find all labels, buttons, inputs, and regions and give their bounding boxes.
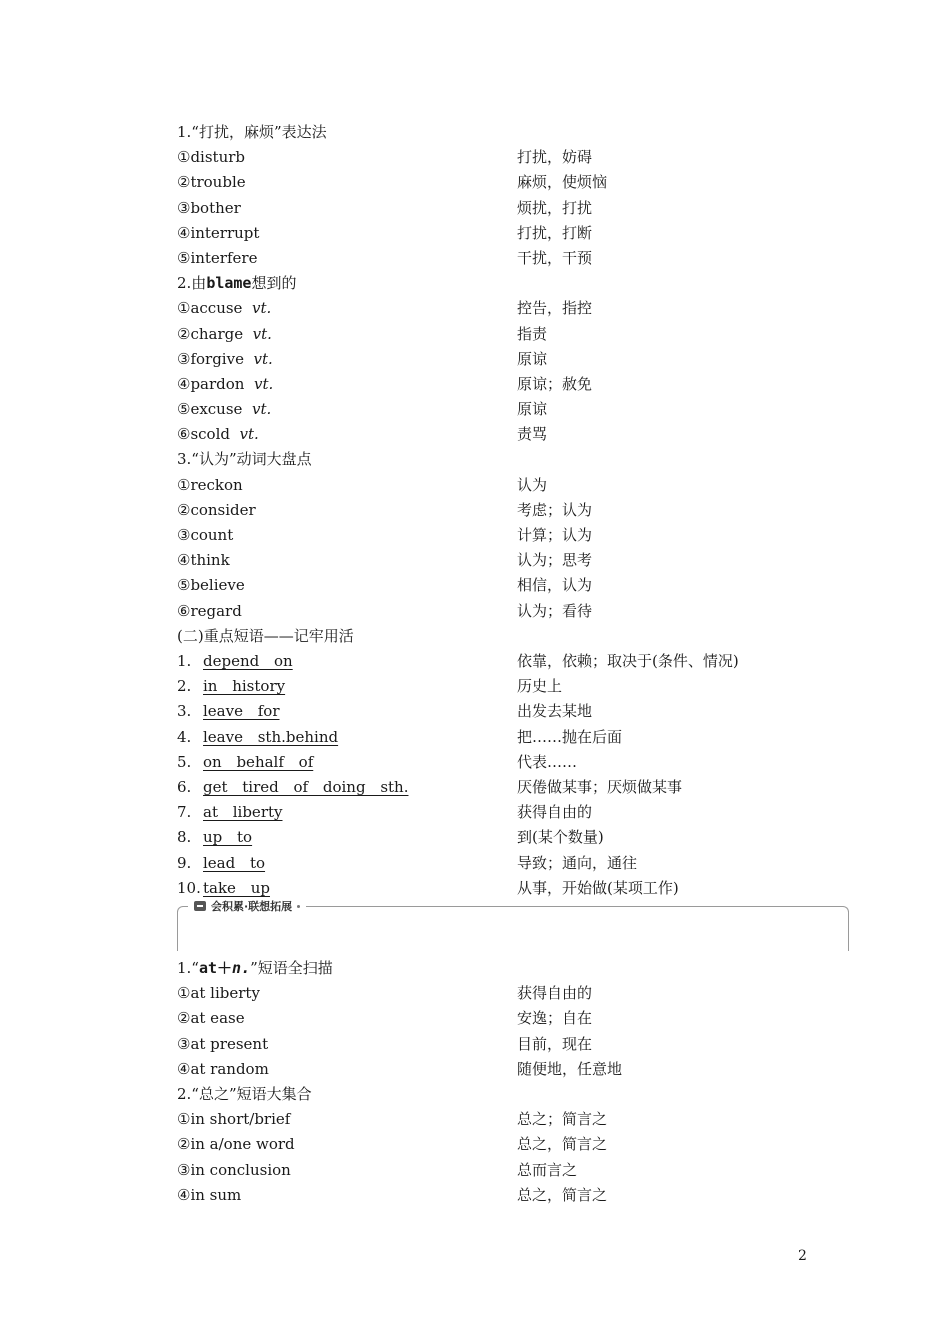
- word-text: ⑥scold: [177, 425, 230, 444]
- phrase-text: up to: [203, 828, 253, 847]
- vocabulary-section: [177, 120, 857, 649]
- vocab-row: [177, 1107, 857, 1132]
- heading-prefix: 2.由: [177, 274, 207, 293]
- chinese-meaning: 控告，指控: [517, 299, 593, 318]
- english-word: [177, 1032, 268, 1057]
- phrase-text: take up: [203, 878, 270, 897]
- chinese-meaning: 麻烦，使烦恼: [517, 173, 608, 192]
- chinese-meaning: 认为；思考: [517, 551, 593, 570]
- section-heading: [177, 624, 857, 649]
- chinese-meaning: 干扰，干预: [517, 248, 593, 267]
- word-text: ②charge: [177, 324, 244, 343]
- heading-keyword: blame: [206, 274, 252, 293]
- phrase-meaning: 把……抛在后面: [517, 727, 623, 746]
- vocab-row: [177, 548, 857, 573]
- vocab-row: [177, 1158, 857, 1183]
- phrase-meaning: 出发去某地: [517, 702, 593, 721]
- phrase-row: [177, 851, 857, 876]
- phrase-row: [177, 699, 857, 724]
- word-text: ⑤believe: [177, 576, 245, 595]
- word-text: ③in conclusion: [177, 1160, 291, 1179]
- word-text: ④pardon: [177, 374, 245, 393]
- phrase-meaning: 获得自由的: [517, 803, 593, 822]
- phrase-row: [177, 750, 857, 775]
- word-text: ④in sum: [177, 1185, 242, 1204]
- phrase-meaning: 厌倦做某事；厌烦做某事: [517, 777, 683, 796]
- chinese-meaning: 总之，简言之: [517, 1135, 608, 1154]
- phrase-text: on behalf of: [203, 752, 314, 771]
- heading-keyword: at＋: [198, 959, 233, 977]
- word-text: ④interrupt: [177, 223, 260, 242]
- english-word: [177, 246, 257, 271]
- section-heading: [177, 447, 857, 472]
- phrase-number: 5.: [177, 752, 192, 771]
- heading-suffix: 想到的: [251, 274, 297, 293]
- chinese-meaning: 总之，简言之: [517, 1185, 608, 1204]
- heading-text: [177, 956, 333, 981]
- word-text: ④at random: [177, 1059, 269, 1078]
- chinese-meaning: 考虑；认为: [517, 500, 593, 519]
- english-word: [177, 1158, 291, 1183]
- phrase-text: get tired of doing sth.: [203, 777, 409, 796]
- english-word: [177, 422, 259, 447]
- vocab-row: [177, 145, 857, 170]
- part-of-speech: vt.: [253, 349, 273, 368]
- english-word: [177, 523, 233, 548]
- heading-text: 1.“打扰，麻烦”表达法: [177, 123, 327, 141]
- accumulate-expand-box: [177, 900, 849, 951]
- english-word: [177, 599, 242, 624]
- chinese-meaning: 随便地，任意地: [517, 1059, 623, 1078]
- heading-text: (二)重点短语——记牢用活: [177, 626, 354, 645]
- phrase-english: [177, 699, 280, 724]
- word-text: ③count: [177, 526, 234, 544]
- phrase-english: [177, 725, 338, 750]
- heading-text: [177, 271, 296, 296]
- vocab-row: [177, 196, 857, 221]
- phrase-number: 8.: [177, 828, 192, 847]
- phrase-text: in history: [203, 677, 286, 696]
- word-text: ③bother: [177, 198, 241, 217]
- word-text: ②in a/one word: [177, 1135, 295, 1154]
- phrase-number: 1.: [177, 652, 192, 670]
- english-word: [177, 1132, 295, 1157]
- vocab-row: [177, 1032, 857, 1057]
- english-word: [177, 196, 241, 221]
- word-text: ③at present: [177, 1034, 269, 1053]
- vocab-row: [177, 573, 857, 598]
- phrase-row: [177, 649, 857, 674]
- part-of-speech: vt.: [239, 425, 259, 444]
- phrase-meaning: 历史上: [517, 677, 563, 696]
- phrase-row: [177, 825, 857, 850]
- vocab-row: [177, 498, 857, 523]
- chinese-meaning: 总而言之: [517, 1160, 578, 1179]
- phrase-text: leave sth.behind: [203, 727, 339, 746]
- part-of-speech: vt.: [251, 299, 272, 318]
- section-heading: [177, 1082, 857, 1107]
- vocab-row: [177, 422, 857, 447]
- chinese-meaning: 目前，现在: [517, 1034, 593, 1053]
- word-text: ①accuse: [177, 299, 243, 318]
- chinese-meaning: 打扰，妨碍: [517, 148, 593, 167]
- english-word: [177, 145, 245, 170]
- word-text: ②consider: [177, 500, 256, 519]
- phrase-text: leave for: [203, 702, 280, 721]
- word-text: ①disturb: [177, 148, 246, 167]
- phrase-english: [177, 825, 252, 850]
- phrase-english: [177, 649, 293, 674]
- vocab-row: [177, 1057, 857, 1082]
- phrase-number: 2.: [177, 677, 192, 696]
- word-text: ④think: [177, 551, 230, 570]
- part-of-speech: vt.: [252, 324, 272, 343]
- english-word: [177, 347, 273, 372]
- word-text: ⑥regard: [177, 601, 242, 620]
- phrase-number: 10.: [177, 878, 201, 897]
- phrase-meaning: 代表……: [517, 752, 578, 771]
- vocab-row: [177, 221, 857, 246]
- vocab-row: [177, 981, 857, 1006]
- english-word: [177, 372, 273, 397]
- phrase-meaning: 从事，开始做(某项工作): [517, 878, 679, 897]
- phrase-number: 3.: [177, 702, 192, 721]
- chinese-meaning: 安逸；自在: [517, 1009, 593, 1028]
- phrase-row: [177, 800, 857, 825]
- english-word: [177, 397, 271, 422]
- section-heading: [177, 120, 857, 145]
- section-heading: [177, 956, 857, 981]
- phrase-english: [177, 750, 313, 775]
- phrase-english: [177, 800, 283, 825]
- english-word: [177, 548, 230, 573]
- phrase-row: [177, 775, 857, 800]
- phrase-text: lead to: [203, 853, 266, 872]
- word-text: ①reckon: [177, 475, 243, 494]
- chinese-meaning: 烦扰，打扰: [517, 198, 593, 217]
- vocab-row: [177, 1132, 857, 1157]
- chinese-meaning: 原谅；赦免: [517, 374, 593, 393]
- word-text: ⑤interfere: [177, 248, 258, 267]
- part-of-speech: vt.: [251, 400, 272, 419]
- vocab-row: [177, 170, 857, 195]
- chinese-meaning: 原谅: [517, 349, 548, 368]
- vocab-row: [177, 523, 857, 548]
- phrase-english: [177, 775, 408, 800]
- vocab-row: [177, 397, 857, 422]
- word-text: ①at liberty: [177, 984, 260, 1003]
- chinese-meaning: 认为；看待: [517, 601, 593, 620]
- word-text: ③forgive: [177, 349, 244, 368]
- vocab-row: [177, 372, 857, 397]
- expansion-section: [177, 956, 857, 1208]
- dot-icon: [297, 905, 300, 908]
- phrase-text: at liberty: [203, 803, 283, 822]
- chinese-meaning: 指责: [517, 324, 548, 343]
- word-text: ②at ease: [177, 1009, 245, 1028]
- chinese-meaning: 认为: [517, 475, 548, 494]
- phrase-meaning: 依靠，依赖；取决于(条件、情况): [517, 652, 739, 670]
- english-word: [177, 170, 246, 195]
- part-of-speech: vt.: [254, 374, 274, 393]
- word-text: ②trouble: [177, 173, 246, 192]
- phrase-text: depend on: [203, 652, 293, 670]
- heading-text: 3.“认为”动词大盘点: [177, 450, 312, 469]
- chinese-meaning: 相信，认为: [517, 576, 593, 595]
- english-word: [177, 981, 260, 1006]
- word-text: ①in short/brief: [177, 1110, 291, 1129]
- box-title: 会积累·联想拓展: [211, 900, 293, 913]
- english-word: [177, 1183, 241, 1208]
- section-heading: [177, 271, 857, 296]
- chinese-meaning: 计算；认为: [517, 526, 593, 544]
- phrase-number: 6.: [177, 777, 192, 796]
- page-number: 2: [798, 1248, 807, 1264]
- chinese-meaning: 打扰，打断: [517, 223, 593, 242]
- vocab-row: [177, 347, 857, 372]
- chinese-meaning: 原谅: [517, 400, 548, 419]
- vocab-row: [177, 599, 857, 624]
- chinese-meaning: 获得自由的: [517, 984, 593, 1003]
- book-icon: [194, 901, 206, 911]
- phrase-meaning: 到(某个数量): [517, 828, 604, 847]
- phrase-english: [177, 851, 265, 876]
- english-word: [177, 498, 256, 523]
- english-word: [177, 322, 272, 347]
- word-text: ⑤excuse: [177, 400, 243, 419]
- key-phrases-section: [177, 649, 857, 901]
- heading-prefix: 1.“: [177, 959, 199, 977]
- vocab-row: [177, 322, 857, 347]
- heading-keyword-italic: n.: [232, 959, 251, 977]
- phrase-english: [177, 674, 285, 699]
- heading-text: 2.“总之”短语大集合: [177, 1084, 312, 1103]
- english-word: [177, 1107, 290, 1132]
- phrase-number: 7.: [177, 803, 192, 822]
- english-word: [177, 473, 243, 498]
- chinese-meaning: 责骂: [517, 425, 548, 444]
- english-word: [177, 1006, 245, 1031]
- vocab-row: [177, 1183, 857, 1208]
- vocab-row: [177, 246, 857, 271]
- phrase-number: 9.: [177, 853, 192, 872]
- phrase-meaning: 导致；通向，通往: [517, 853, 638, 872]
- english-word: [177, 1057, 269, 1082]
- vocab-row: [177, 1006, 857, 1031]
- english-word: [177, 296, 271, 321]
- vocab-row: [177, 296, 857, 321]
- box-title-tab: [188, 898, 306, 914]
- english-word: [177, 221, 259, 246]
- chinese-meaning: 总之；简言之: [517, 1110, 608, 1129]
- phrase-row: [177, 674, 857, 699]
- english-word: [177, 573, 245, 598]
- phrase-row: [177, 725, 857, 750]
- vocab-row: [177, 473, 857, 498]
- phrase-number: 4.: [177, 727, 192, 746]
- heading-suffix: ”短语全扫描: [250, 959, 333, 977]
